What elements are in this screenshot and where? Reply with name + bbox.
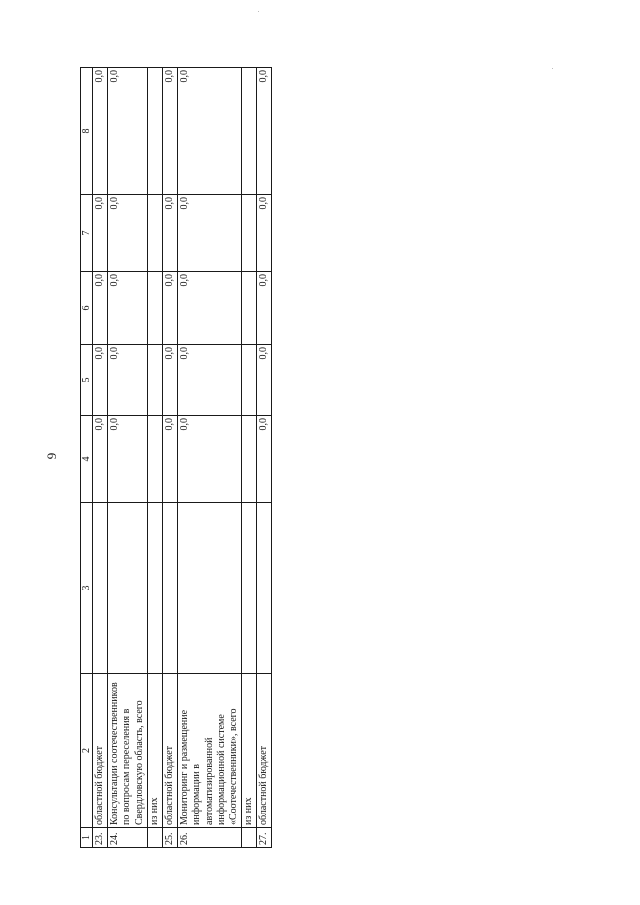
header-cell: 2 xyxy=(81,674,93,828)
scan-speck xyxy=(258,11,259,12)
value-cell: 0,0 xyxy=(257,416,272,503)
value-cell xyxy=(147,195,162,272)
table-row xyxy=(93,68,108,848)
row-number: 25. xyxy=(162,828,177,848)
value-cell: 0,0 xyxy=(108,195,148,272)
table-row xyxy=(242,68,257,848)
header-cell: 8 xyxy=(81,68,93,195)
value-cell xyxy=(242,195,257,272)
row-col3 xyxy=(147,503,162,674)
row-number: 23. xyxy=(93,828,108,848)
row-number: 24. xyxy=(108,828,148,848)
value-cell: 0,0 xyxy=(108,272,148,345)
table-row xyxy=(178,68,242,848)
page-number: 9 xyxy=(44,452,59,460)
value-cell: 0,0 xyxy=(108,68,148,195)
value-cell: 0,0 xyxy=(178,272,242,345)
value-cell: 0,0 xyxy=(257,195,272,272)
header-cell: 7 xyxy=(81,195,93,272)
table-row xyxy=(147,68,162,848)
row-col3 xyxy=(178,503,242,674)
row-name: областной бюджет xyxy=(257,674,272,828)
row-col3 xyxy=(257,503,272,674)
value-cell: 0,0 xyxy=(178,345,242,416)
row-col3 xyxy=(162,503,177,674)
table-row xyxy=(257,68,272,848)
value-cell: 0,0 xyxy=(162,195,177,272)
value-cell: 0,0 xyxy=(108,345,148,416)
value-cell: 0,0 xyxy=(178,195,242,272)
value-cell: 0,0 xyxy=(162,272,177,345)
header-cell: 6 xyxy=(81,272,93,345)
value-cell: 0,0 xyxy=(162,345,177,416)
header-cell: 5 xyxy=(81,345,93,416)
row-name: областной бюджет xyxy=(93,674,108,828)
value-cell xyxy=(242,272,257,345)
row-col3 xyxy=(242,503,257,674)
value-cell xyxy=(147,272,162,345)
table-row xyxy=(162,68,177,848)
row-number: 26. xyxy=(178,828,242,848)
row-name: областной бюджет xyxy=(162,674,177,828)
row-name: из них xyxy=(147,674,162,828)
value-cell: 0,0 xyxy=(93,416,108,503)
row-number xyxy=(147,828,162,848)
row-number: 27. xyxy=(257,828,272,848)
row-col3 xyxy=(108,503,148,674)
header-cell: 3 xyxy=(81,503,93,674)
value-cell: 0,0 xyxy=(178,416,242,503)
value-cell: 0,0 xyxy=(93,272,108,345)
value-cell: 0,0 xyxy=(162,416,177,503)
value-cell: 0,0 xyxy=(93,345,108,416)
value-cell xyxy=(147,345,162,416)
row-col3 xyxy=(93,503,108,674)
table-row xyxy=(108,68,148,848)
value-cell: 0,0 xyxy=(162,68,177,195)
row-number xyxy=(242,828,257,848)
header-cell: 1 xyxy=(81,828,93,848)
value-cell: 0,0 xyxy=(178,68,242,195)
value-cell xyxy=(147,68,162,195)
value-cell xyxy=(242,416,257,503)
value-cell xyxy=(147,416,162,503)
value-cell: 0,0 xyxy=(257,68,272,195)
value-cell xyxy=(242,68,257,195)
table-header-row xyxy=(81,68,93,848)
header-cell: 4 xyxy=(81,416,93,503)
value-cell: 0,0 xyxy=(108,416,148,503)
row-name: Мониторинг и размещение информации в автоматизированной информационной системе «Соотечественники», всего xyxy=(178,674,242,828)
row-name: из них xyxy=(242,674,257,828)
budget-table xyxy=(80,67,272,848)
value-cell: 0,0 xyxy=(93,68,108,195)
value-cell xyxy=(242,345,257,416)
value-cell: 0,0 xyxy=(93,195,108,272)
value-cell: 0,0 xyxy=(257,345,272,416)
scan-speck xyxy=(552,68,553,69)
value-cell: 0,0 xyxy=(257,272,272,345)
row-name: Консультации соотечественников по вопросам переселения в Свердловскую область, всего xyxy=(108,674,148,828)
rotated-table-container xyxy=(80,68,270,848)
